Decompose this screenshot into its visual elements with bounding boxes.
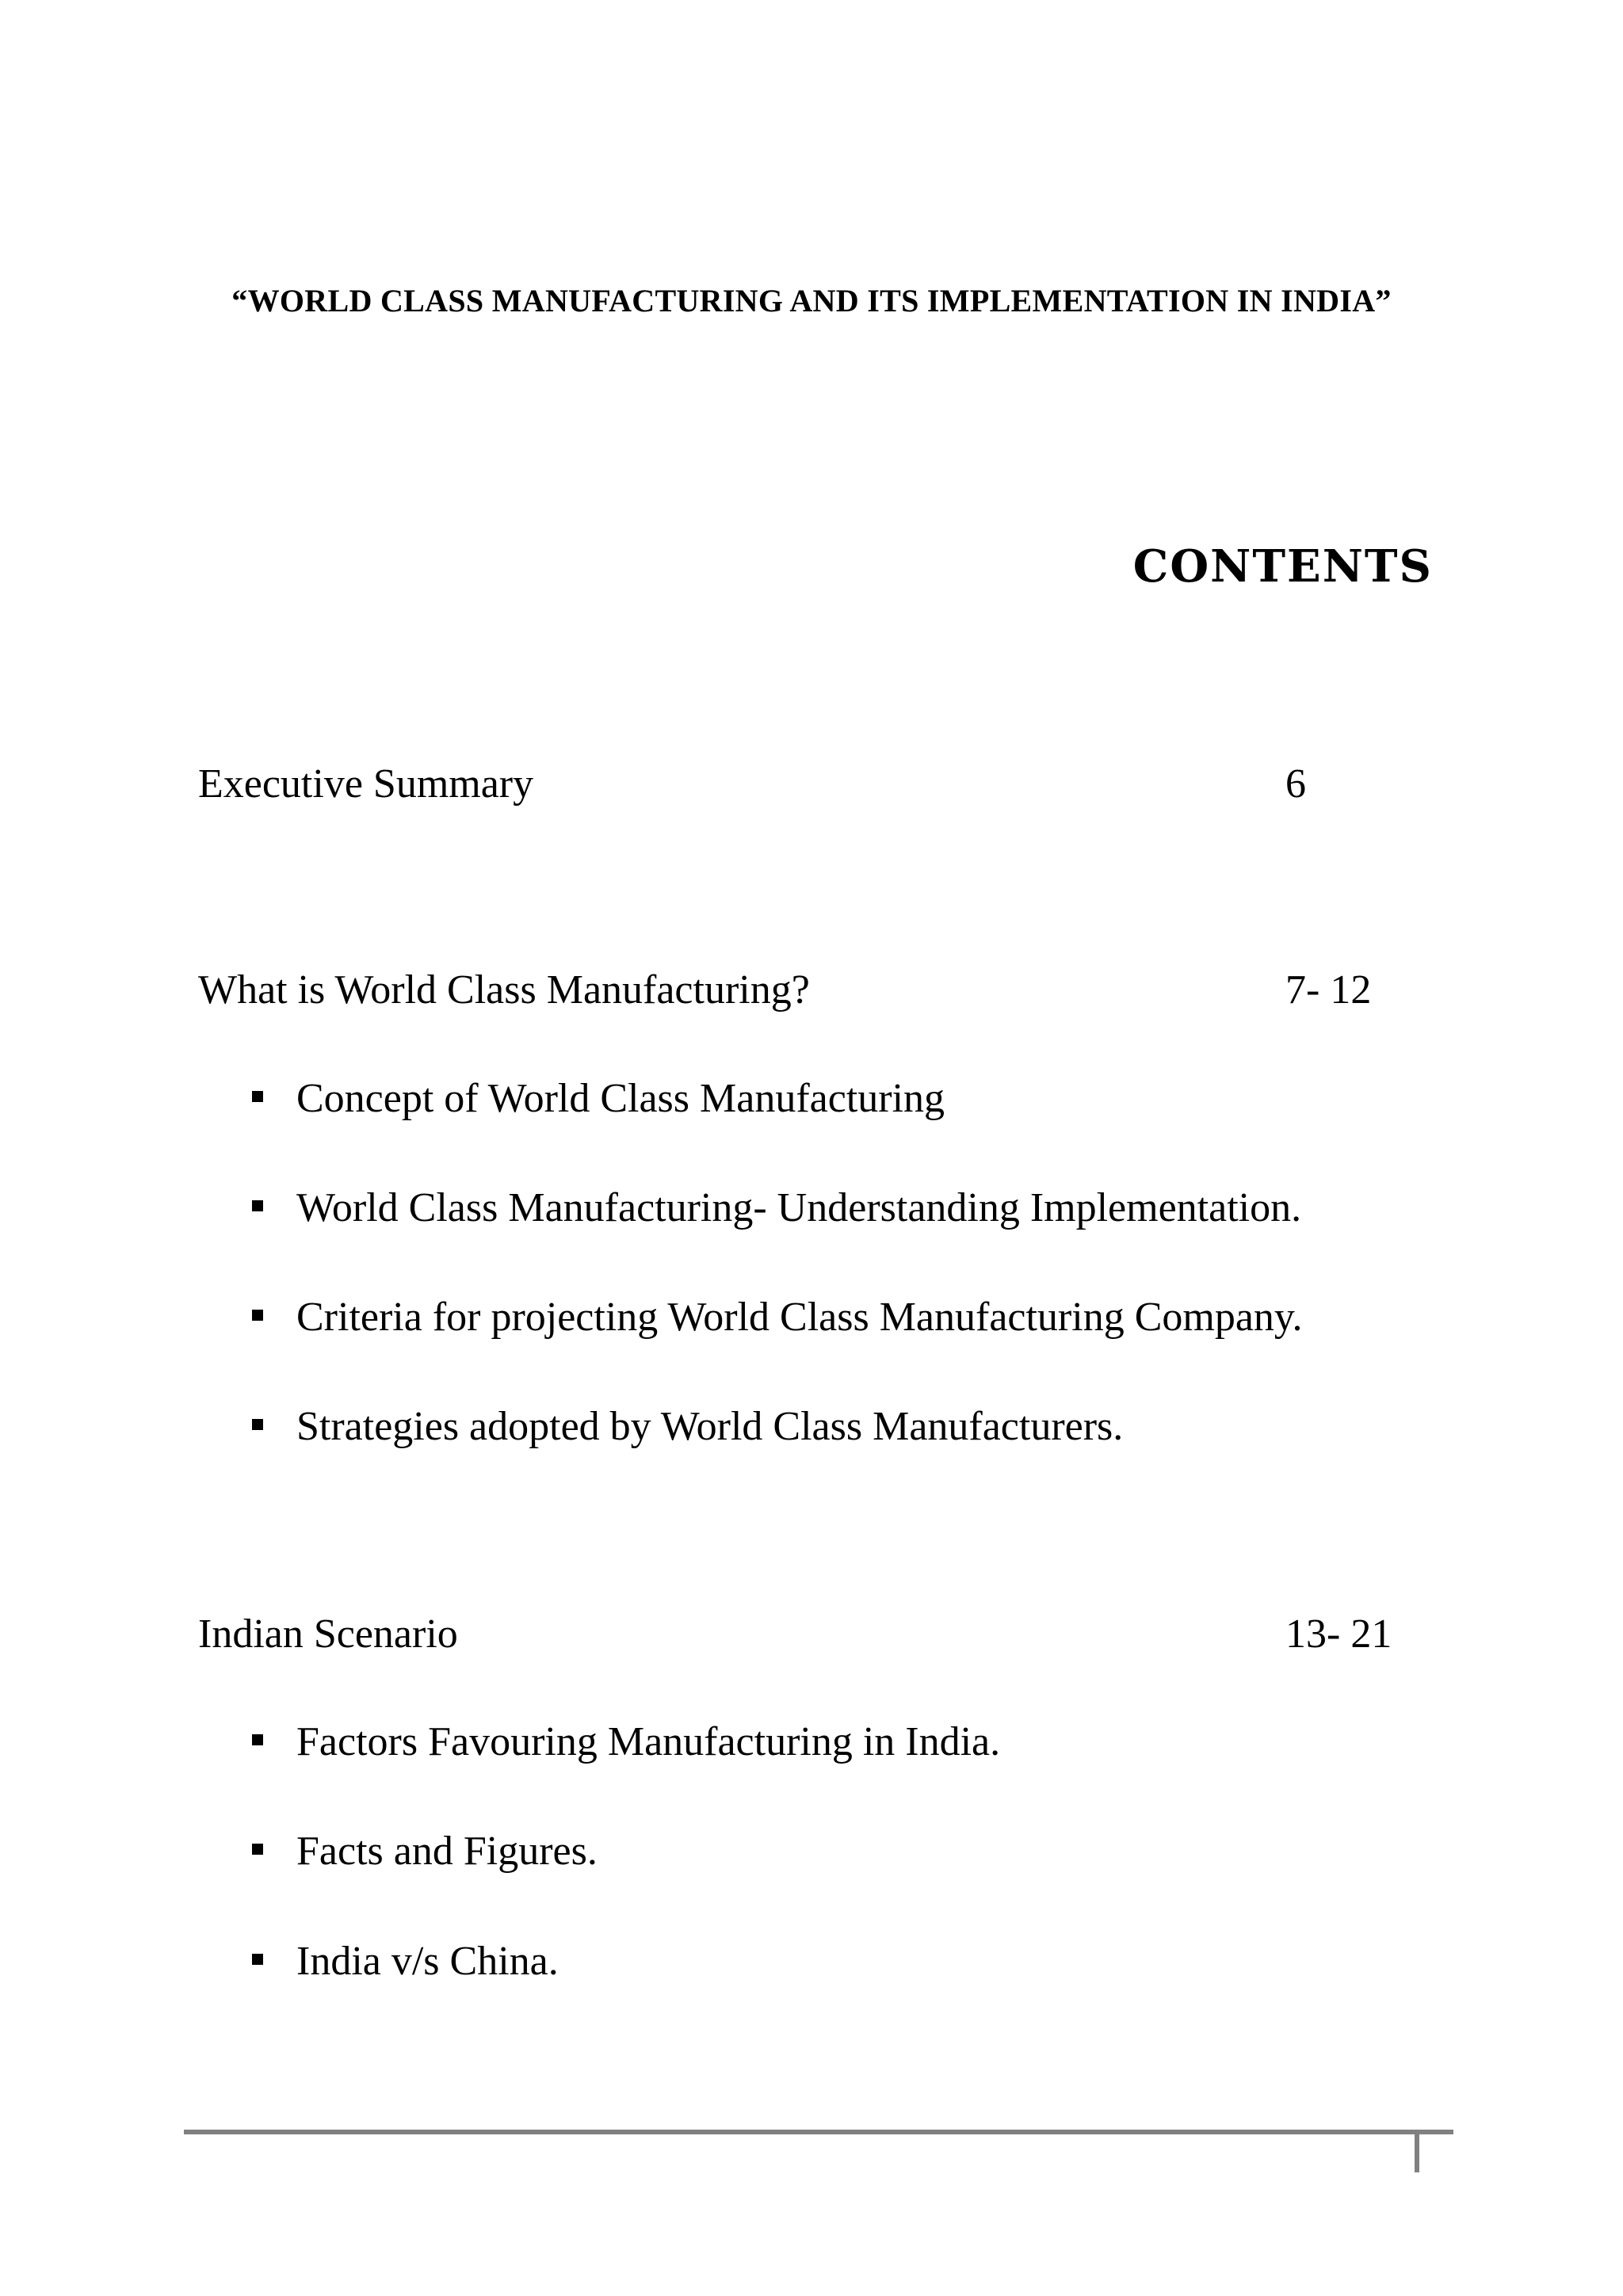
toc-section-label: Indian Scenario: [198, 1611, 458, 1657]
square-bullet-icon: [252, 1310, 263, 1321]
toc-section-label: What is World Class Manufacturing?: [198, 967, 810, 1013]
toc-bullet-text: World Class Manufacturing- Understanding Implementation.: [296, 1185, 1302, 1230]
toc-section-pages: 7- 12: [1285, 967, 1372, 1013]
square-bullet-icon: [252, 1200, 263, 1211]
toc-bullet-text: Strategies adopted by World Class Manufacturers.: [296, 1404, 1124, 1449]
document-title: “WORLD CLASS MANUFACTURING AND ITS IMPLEMENTATION IN INDIA”: [231, 283, 1392, 318]
square-bullet-icon: [252, 1091, 263, 1102]
square-bullet-icon: [252, 1844, 263, 1855]
square-bullet-icon: [252, 1954, 263, 1965]
toc-bullet-text: Criteria for projecting World Class Manufacturing Company.: [296, 1295, 1303, 1340]
toc-bullet-text: Concept of World Class Manufacturing: [296, 1076, 945, 1121]
toc-section-pages: 13- 21: [1285, 1611, 1392, 1657]
contents-heading: CONTENTS: [1132, 540, 1433, 593]
toc-bullet-text: Factors Favouring Manufacturing in India.: [296, 1719, 1001, 1764]
footer-rule: [184, 2130, 1453, 2134]
footer-tick: [1415, 2134, 1419, 2172]
square-bullet-icon: [252, 1734, 263, 1745]
square-bullet-icon: [252, 1419, 263, 1430]
toc-bullet-text: Facts and Figures.: [296, 1829, 598, 1874]
toc-bullet-text: India v/s China.: [296, 1939, 559, 1984]
toc-section-label: Executive Summary: [198, 761, 534, 807]
toc-section-pages: 6: [1285, 761, 1306, 807]
